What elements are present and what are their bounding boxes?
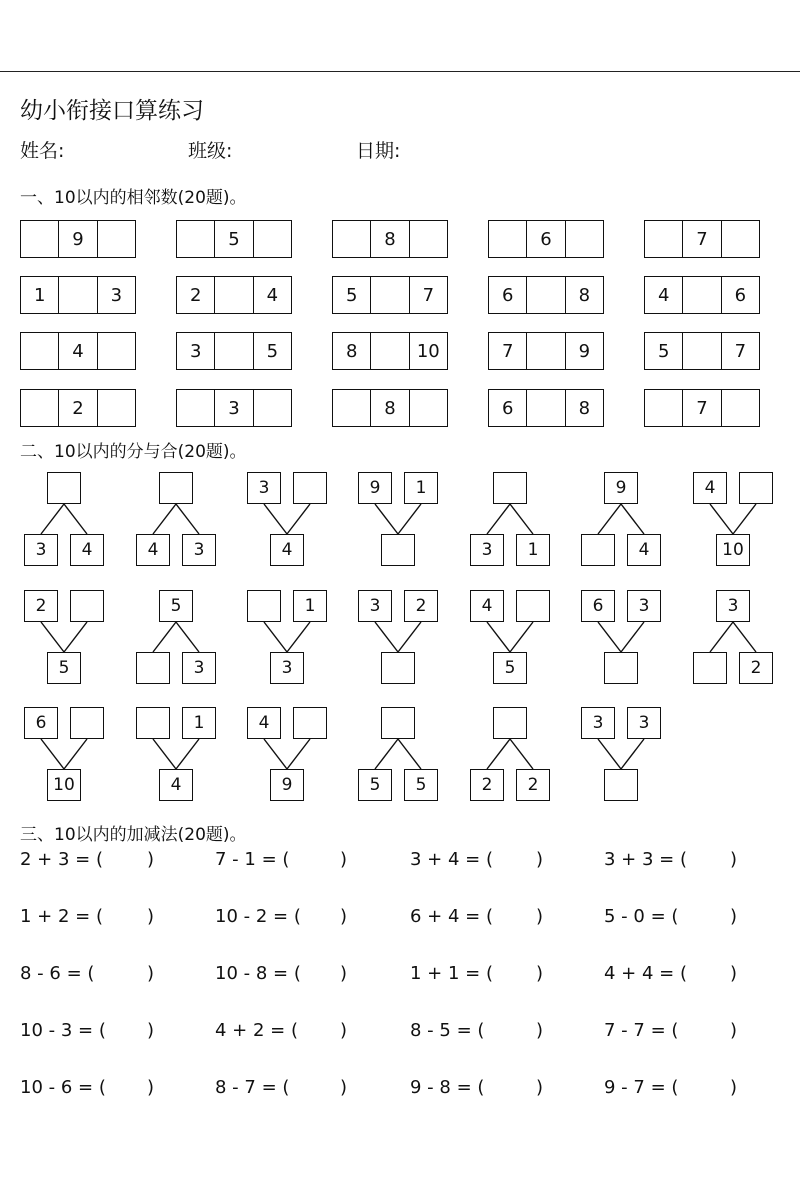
adjacent-number-box	[644, 332, 760, 370]
bond-number-box: 3	[358, 590, 392, 622]
closing-paren: )	[340, 906, 348, 927]
answer-cell[interactable]	[177, 390, 214, 426]
equation-expression: 4 + 2 = (	[215, 1020, 298, 1041]
answer-blank[interactable]	[305, 904, 338, 930]
number-cell: 1	[33, 284, 46, 306]
bond-number-box: 6	[581, 590, 615, 622]
bond-answer-box[interactable]	[70, 590, 104, 622]
equation-expression: 8 - 7 = (	[215, 1077, 290, 1098]
closing-paren: )	[340, 963, 348, 984]
bond-number-box: 10	[47, 769, 81, 801]
closing-paren: )	[147, 1077, 155, 1098]
answer-cell[interactable]	[21, 390, 58, 426]
number-cell: 6	[526, 221, 564, 257]
number-cell: 4	[657, 284, 670, 306]
bond-connector	[64, 622, 87, 652]
bond-answer-box[interactable]	[604, 652, 638, 684]
number-cell: 3	[97, 277, 135, 313]
bond-number-box: 10	[716, 534, 750, 566]
bond-answer-box[interactable]	[136, 652, 170, 684]
number-cell: 8	[345, 340, 358, 362]
number-cell: 5	[657, 340, 670, 362]
number-cell: 10	[409, 333, 447, 369]
equation-expression: 10 - 8 = (	[215, 963, 301, 984]
bond-connector	[64, 739, 87, 769]
answer-blank[interactable]	[500, 961, 534, 987]
answer-cell[interactable]	[21, 221, 58, 257]
bond-connector	[153, 739, 176, 769]
bond-answer-box[interactable]	[739, 472, 773, 504]
equation-expression: 8 - 6 = (	[20, 963, 95, 984]
closing-paren: )	[730, 849, 738, 870]
bond-connector	[176, 622, 199, 652]
adjacent-number-box	[644, 220, 760, 258]
bond-connector	[598, 504, 621, 534]
bond-answer-box[interactable]	[136, 707, 170, 739]
closing-paren: )	[730, 906, 738, 927]
bond-answer-box[interactable]	[693, 652, 727, 684]
bond-number-box: 2	[24, 590, 58, 622]
bond-number-box: 4	[159, 769, 193, 801]
bond-number-box: 9	[604, 472, 638, 504]
number-cell: 7	[409, 277, 447, 313]
number-cell: 4	[253, 277, 291, 313]
answer-cell[interactable]	[526, 277, 564, 313]
bond-connector	[510, 739, 533, 769]
equation-expression: 7 - 7 = (	[604, 1020, 679, 1041]
bond-connector	[287, 622, 310, 652]
bond-connector	[598, 622, 621, 652]
bond-connector	[398, 739, 421, 769]
bond-connector	[41, 739, 64, 769]
equation-expression: 8 - 5 = (	[410, 1020, 485, 1041]
answer-blank[interactable]	[500, 1018, 534, 1044]
bond-connector	[153, 504, 176, 534]
number-cell: 5	[214, 221, 252, 257]
closing-paren: )	[340, 1077, 348, 1098]
bond-number-box: 5	[358, 769, 392, 801]
closing-paren: )	[147, 906, 155, 927]
number-cell: 9	[58, 221, 96, 257]
bond-number-box: 5	[47, 652, 81, 684]
answer-blank[interactable]	[110, 1075, 145, 1101]
number-cell: 9	[565, 333, 603, 369]
equation-expression: 6 + 4 = (	[410, 906, 493, 927]
answer-blank[interactable]	[694, 961, 728, 987]
answer-cell[interactable]	[565, 221, 603, 257]
bond-number-box: 3	[247, 472, 281, 504]
bond-answer-box[interactable]	[47, 472, 81, 504]
number-cell: 7	[501, 340, 514, 362]
bond-connector	[621, 504, 644, 534]
bond-number-box: 3	[182, 534, 216, 566]
number-cell: 7	[682, 390, 720, 426]
answer-cell[interactable]	[721, 221, 759, 257]
closing-paren: )	[730, 1077, 738, 1098]
number-cell: 6	[501, 397, 514, 419]
answer-cell[interactable]	[214, 333, 252, 369]
bond-number-box: 9	[270, 769, 304, 801]
equation-expression: 5 - 0 = (	[604, 906, 679, 927]
bond-number-box: 1	[182, 707, 216, 739]
answer-cell[interactable]	[97, 390, 135, 426]
bond-number-box: 3	[470, 534, 504, 566]
bond-connector	[375, 504, 398, 534]
bond-number-box: 3	[182, 652, 216, 684]
answer-blank[interactable]	[694, 847, 728, 873]
bond-connector	[510, 504, 533, 534]
answer-cell[interactable]	[214, 277, 252, 313]
bond-number-box: 3	[581, 707, 615, 739]
answer-blank[interactable]	[500, 847, 534, 873]
adjacent-number-box	[20, 332, 136, 370]
closing-paren: )	[730, 963, 738, 984]
bond-number-box: 4	[136, 534, 170, 566]
bond-answer-box[interactable]	[381, 652, 415, 684]
bond-answer-box[interactable]	[516, 590, 550, 622]
answer-cell[interactable]	[526, 390, 564, 426]
answer-cell[interactable]	[370, 277, 408, 313]
bond-number-box: 4	[70, 534, 104, 566]
equation-expression: 4 + 4 = (	[604, 963, 687, 984]
bond-connector	[398, 622, 421, 652]
equation-expression: 1 + 1 = (	[410, 963, 493, 984]
number-cell: 6	[721, 277, 759, 313]
number-cell: 7	[721, 333, 759, 369]
closing-paren: )	[536, 1020, 544, 1041]
adjacent-number-box	[176, 389, 292, 427]
bond-connector	[375, 622, 398, 652]
number-cell: 2	[189, 284, 202, 306]
answer-cell[interactable]	[253, 221, 291, 257]
class-label: 班级:	[188, 140, 233, 162]
answer-cell[interactable]	[97, 333, 135, 369]
answer-cell[interactable]	[333, 390, 370, 426]
section1-heading: 一、10以内的相邻数(20题)。	[20, 188, 247, 208]
answer-cell[interactable]	[645, 390, 682, 426]
bond-number-box: 3	[716, 590, 750, 622]
closing-paren: )	[340, 849, 348, 870]
bond-number-box: 6	[24, 707, 58, 739]
section2-heading: 二、10以内的分与合(20题)。	[20, 442, 247, 462]
bond-answer-box[interactable]	[293, 472, 327, 504]
top-divider-line	[0, 71, 800, 72]
bond-connector	[398, 504, 421, 534]
bond-connector	[487, 739, 510, 769]
equation-expression: 10 - 3 = (	[20, 1020, 106, 1041]
bond-connector	[375, 739, 398, 769]
equation-expression: 10 - 6 = (	[20, 1077, 106, 1098]
bond-answer-box[interactable]	[604, 769, 638, 801]
bond-number-box: 4	[693, 472, 727, 504]
bond-answer-box[interactable]	[159, 472, 193, 504]
adjacent-number-box	[332, 332, 448, 370]
number-cell: 7	[682, 221, 720, 257]
section3-heading: 三、10以内的加减法(20题)。	[20, 825, 247, 845]
answer-cell[interactable]	[370, 333, 408, 369]
answer-cell[interactable]	[526, 333, 564, 369]
answer-blank[interactable]	[110, 961, 145, 987]
bond-answer-box[interactable]	[581, 534, 615, 566]
adjacent-number-box	[488, 332, 604, 370]
equation-expression: 10 - 2 = (	[215, 906, 301, 927]
answer-blank[interactable]	[305, 961, 338, 987]
bond-answer-box[interactable]	[381, 534, 415, 566]
bond-number-box: 9	[358, 472, 392, 504]
adjacent-number-box	[488, 276, 604, 314]
number-cell: 8	[370, 221, 408, 257]
bond-connector	[733, 504, 756, 534]
answer-cell[interactable]	[253, 390, 291, 426]
answer-cell[interactable]	[721, 390, 759, 426]
bond-connector	[176, 504, 199, 534]
answer-cell[interactable]	[409, 390, 447, 426]
number-cell: 5	[253, 333, 291, 369]
bond-number-box: 4	[470, 590, 504, 622]
bond-connector	[621, 739, 644, 769]
closing-paren: )	[536, 963, 544, 984]
bond-connector	[41, 622, 64, 652]
bond-number-box: 2	[516, 769, 550, 801]
equation-expression: 2 + 3 = (	[20, 849, 103, 870]
number-cell: 8	[565, 277, 603, 313]
answer-blank[interactable]	[694, 1075, 728, 1101]
bond-number-box: 3	[627, 590, 661, 622]
bond-number-box: 3	[627, 707, 661, 739]
answer-blank[interactable]	[694, 1018, 728, 1044]
answer-cell[interactable]	[682, 277, 720, 313]
bond-answer-box[interactable]	[493, 472, 527, 504]
answer-blank[interactable]	[305, 847, 338, 873]
closing-paren: )	[536, 849, 544, 870]
bond-connector	[176, 739, 199, 769]
bond-connector	[621, 622, 644, 652]
bond-number-box: 3	[270, 652, 304, 684]
closing-paren: )	[340, 1020, 348, 1041]
bond-connector	[487, 504, 510, 534]
closing-paren: )	[147, 1020, 155, 1041]
adjacent-number-box	[644, 276, 760, 314]
adjacent-number-box	[644, 389, 760, 427]
equation-expression: 3 + 4 = (	[410, 849, 493, 870]
bond-connector	[264, 739, 287, 769]
bond-number-box: 2	[739, 652, 773, 684]
answer-cell[interactable]	[97, 221, 135, 257]
bond-connector	[264, 622, 287, 652]
answer-cell[interactable]	[177, 221, 214, 257]
answer-cell[interactable]	[409, 221, 447, 257]
answer-blank[interactable]	[110, 1018, 145, 1044]
number-cell: 2	[58, 390, 96, 426]
adjacent-number-box	[488, 220, 604, 258]
bond-number-box: 5	[159, 590, 193, 622]
closing-paren: )	[536, 1077, 544, 1098]
answer-cell[interactable]	[489, 221, 526, 257]
bond-number-box: 1	[293, 590, 327, 622]
number-cell: 5	[345, 284, 358, 306]
adjacent-number-box	[332, 276, 448, 314]
bond-connector	[287, 739, 310, 769]
adjacent-number-box	[176, 332, 292, 370]
answer-blank[interactable]	[305, 1018, 338, 1044]
bond-number-box: 5	[404, 769, 438, 801]
bond-connector	[41, 504, 64, 534]
bond-answer-box[interactable]	[293, 707, 327, 739]
bond-number-box: 3	[24, 534, 58, 566]
answer-blank[interactable]	[110, 904, 145, 930]
adjacent-number-box	[332, 220, 448, 258]
equation-expression: 9 - 7 = (	[604, 1077, 679, 1098]
adjacent-number-box	[20, 276, 136, 314]
answer-cell[interactable]	[682, 333, 720, 369]
equation-expression: 3 + 3 = (	[604, 849, 687, 870]
date-label: 日期:	[356, 140, 401, 162]
answer-blank[interactable]	[110, 847, 145, 873]
bond-answer-box[interactable]	[493, 707, 527, 739]
bond-connector	[287, 504, 310, 534]
answer-cell[interactable]	[645, 221, 682, 257]
bond-number-box: 1	[516, 534, 550, 566]
worksheet-title: 幼小衔接口算练习	[20, 98, 204, 124]
bond-number-box: 1	[404, 472, 438, 504]
bond-connector	[598, 739, 621, 769]
bond-number-box: 2	[470, 769, 504, 801]
equation-expression: 9 - 8 = (	[410, 1077, 485, 1098]
number-cell: 6	[501, 284, 514, 306]
equation-expression: 7 - 1 = (	[215, 849, 290, 870]
adjacent-number-box	[20, 220, 136, 258]
number-cell: 8	[370, 390, 408, 426]
closing-paren: )	[536, 906, 544, 927]
adjacent-number-box	[176, 220, 292, 258]
bond-answer-box[interactable]	[381, 707, 415, 739]
adjacent-number-box	[176, 276, 292, 314]
answer-blank[interactable]	[500, 1075, 534, 1101]
adjacent-number-box	[488, 389, 604, 427]
bond-number-box: 5	[493, 652, 527, 684]
bond-connector	[510, 622, 533, 652]
bond-connector	[64, 504, 87, 534]
name-label: 姓名:	[20, 140, 65, 162]
number-cell: 3	[214, 390, 252, 426]
answer-cell[interactable]	[21, 333, 58, 369]
number-cell: 8	[565, 390, 603, 426]
bond-number-box: 4	[627, 534, 661, 566]
answer-cell[interactable]	[333, 221, 370, 257]
answer-cell[interactable]	[58, 277, 96, 313]
bond-connector	[710, 622, 733, 652]
answer-blank[interactable]	[694, 904, 728, 930]
closing-paren: )	[730, 1020, 738, 1041]
bond-number-box: 2	[404, 590, 438, 622]
bond-connector	[710, 504, 733, 534]
adjacent-number-box	[332, 389, 448, 427]
answer-blank[interactable]	[305, 1075, 338, 1101]
number-cell: 4	[58, 333, 96, 369]
answer-blank[interactable]	[500, 904, 534, 930]
bond-number-box: 4	[270, 534, 304, 566]
bond-connector	[487, 622, 510, 652]
bond-connector	[264, 504, 287, 534]
adjacent-number-box	[20, 389, 136, 427]
equation-expression: 1 + 2 = (	[20, 906, 103, 927]
bond-connector	[153, 622, 176, 652]
closing-paren: )	[147, 849, 155, 870]
bond-connector	[733, 622, 756, 652]
bond-answer-box[interactable]	[70, 707, 104, 739]
closing-paren: )	[147, 963, 155, 984]
bond-answer-box[interactable]	[247, 590, 281, 622]
number-cell: 3	[189, 340, 202, 362]
bond-number-box: 4	[247, 707, 281, 739]
